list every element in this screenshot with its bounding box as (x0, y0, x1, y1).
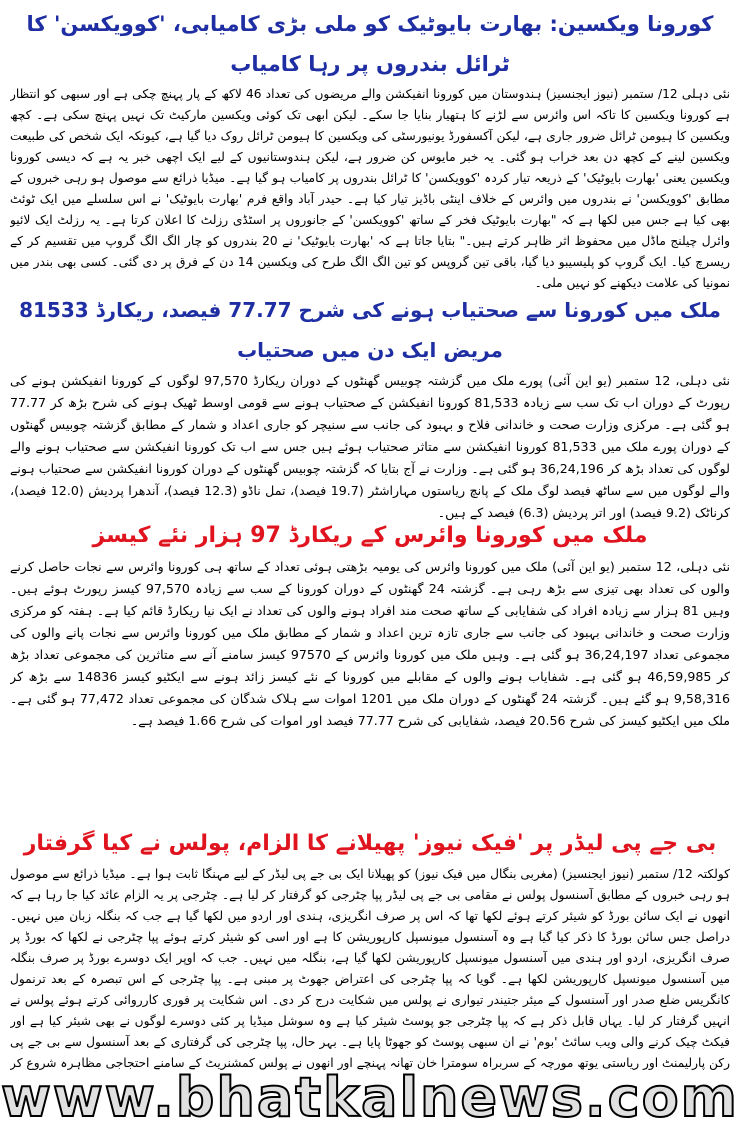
body-vaccine: نئی دہلی 12/ ستمبر (نیوز ایجنسیز) ہندوستان میں کورونا انفیکشن والے مریضوں کی تعداد 46 لاکھ کے پار پہنچ چکی ہے اور سبھی کو انتظار ہے کورونا ویکسین کا تاکہ اس وائرس سے لڑنے کا ہتھیار بنایا جا سکے۔ لیکن ابھی تک کوئی ویکسین مارکیٹ تک نہیں پہنچ سکی ہے۔ کچھ ویکسین کا ہیومن ٹرائل ضرور جاری ہے، لیکن آکسفورڈ یونیورسٹی کی ویکسین کا ہیومن ٹرائل روک دیا گیا ہے، کیونکہ ایک شخص کی طبیعت ویکسین لینے کے کچھ دن بعد خراب ہو گئی۔ یہ خبر مایوس کن ضرور ہے، لیکن ہندوستانیوں کے لیے ایک اچھی خبر یہ ہے کہ دیسی کورونا ویکسین یعنی 'بھارت بایوٹیک' کے ذریعہ تیار کردہ 'کوویکسن' کا ٹرائل بندروں پر کامیاب ہو گیا ہے۔ میڈیا ذرائع سے موصول ہو رہی خبروں کے مطابق 'کوویکسن' نے بندروں میں وائرس کے خلاف اینٹی باڈیز تیار کیا ہے۔ حیدر آباد واقع فرم 'بھارت بایوٹیک' نے اس سلسلے میں ایک ٹوئٹ بھی کیا ہے جس میں لکھا ہے کہ "بھارت بایوٹیک فخر کے ساتھ 'کوویکسن' کے جانوروں پر اسٹڈی رزلٹ کا اعلان کرتا ہے۔ یہ رزلٹ ایک لائیو وائرل چیلنج ماڈل میں محفوظ اثر ظاہر کرتے ہیں۔" بتایا جاتا ہے کہ 'بھارت بایوٹیک' نے 20 بندروں کو چار الگ الگ گروپ میں تقسیم کر کے ریسرچ کیا۔ ایک گروپ کو پلیسیبو دیا گیا، باقی تین گروپس کو تین الگ الگ طرح کی ویکسین 14 دن کے فرق پر دی گئی۔ کسی بھی بندر میں نمونیا کی علامت دیکھنے کو نہیں ملی۔ (10, 87, 730, 290)
headline-vaccine: کورونا ویکسین: بھارت بایوٹیک کو ملی بڑی کامیابی، 'کوویکسن' کا ٹرائل بندروں پر رہا کامیاب (26, 12, 714, 76)
headline-new-cases: ملک میں کورونا وائرس کے ریکارڈ 97 ہزار نئے کیسز (92, 523, 648, 548)
headline-bjp-leader: بی جے پی لیڈر پر 'فیک نیوز' پھیلانے کا الزام، پولس نے کیا گرفتار (23, 831, 717, 856)
article-new-cases (10, 516, 730, 782)
body-recovery: نئی دہلی، 12 ستمبر (یو این آئی) پورے ملک میں گزشتہ چوبیس گھنٹوں کے دوران ریکارڈ 97,570 لوگوں کے کورونا انفیکشن ہونے کی رپورٹ کے دوران اب تک سب سے زیادہ 81,533 کورونا انفیکشن کے صحتیاب ہونے سے قومی اوسط ٹھیک ہونے کی شرح بڑھ کر 77.77 ہو گئی ہے۔ مرکزی وزارت صحت و خاندانی فلاح و بہبود کی جانب سے سنیچر کو جاری اعداد و شمار کے مطابق گزشتہ چوبیس گھنٹوں کے دوران پورے ملک میں 81,533 کورونا انفیکشن سے متاثر صحتیاب ہوئے ہیں جس سے اب تک کورونا انفیکشن سے صحتیاب ہونے والے لوگوں کی تعداد بڑھ کر 36,24,196 ہو گئی ہے۔ وزارت نے آج بتایا کہ گزشتہ چوبیس گھنٹوں کے دوران کورونا انفیکشن سے صحتیاب ہونے والے لوگوں میں سے ساٹھ فیصد لوگ ملک کے پانچ ریاستوں مہاراشٹر (19.7 فیصد)، تمل ناڈو (12.3 فیصد)، آندھرا پردیش (12.0 فیصد)، کرناٹک (9.2 فیصد) اور اتر پردیش (6.3) فیصد کے ہیں۔ (10, 373, 730, 520)
body-new-cases: نئی دہلی، 12 ستمبر (یو این آئی) ملک میں کورونا وائرس کی یومیہ بڑھتی ہوئی تعداد کے ساتھ ہی کورونا وائرس سے نجات حاصل کرنے والوں کی تعداد بھی تیزی سے بڑھ رہی ہے۔ گزشتہ 24 گھنٹوں کے دوران کورونا کے سب سے زیادہ 97,570 کیسز رپورٹ ہوئے ہیں۔ وہیں 81 ہزار سے زیادہ افراد کی شفایابی کے ساتھ صحت مند افراد ہونے والوں کی تعداد نے ایک نیا ریکارڈ قائم کیا ہے۔ ہفتہ کو مرکزی وزارت صحت و خاندانی بہبود کی جانب سے جاری تازہ ترین اعداد و شمار کے مطابق ملک میں کورونا وائرس سے نجات پانے والوں کی مجموعی تعداد 36,24,197 ہو گئی ہے۔ وہیں ملک میں کورونا وائرس کے 97570 کیسز سامنے آنے سے متاثرین کی مجموعی تعداد بڑھ کر 46,59,985 ہو گئی ہے۔ شفایاب ہونے والوں کے مقابلے میں کورونا کے نئے کیسز زائد ہونے سے ایکٹیو کیسز 14836 سے بڑھ کر 9,58,316 ہو گئے ہیں۔ گزشتہ 24 گھنٹوں کے دوران ملک میں 1201 اموات سے ہلاک شدگان کی مجموعی تعداد 77,472 ہو گئی ہے۔ ملک میں ایکٹیو کیسز کی شرح 20.56 فیصد، شفایابی کی شرح 77.77 فیصد اور اموات کی شرح 1.66 فیصد ہے۔ (10, 559, 730, 728)
article-vaccine (10, 4, 730, 324)
article-bjp-leader (10, 824, 730, 1074)
body-bjp-leader: کولکتہ 12/ ستمبر (نیوز ایجنسیز) (مغربی بنگال میں فیک نیوز) کو پھیلانا ایک بی جے پی لیڈر کے لیے مہنگا ثابت ہوا ہے۔ میڈیا ذرائع سے موصول ہو رہی خبروں کے مطابق آسنسول پولس نے مقامی بی جے پی لیڈر پپا چٹرجی کو گرفتار کر لیا ہے۔ چٹرجی پر یہ الزام عائد کیا جا رہا ہے کہ انھوں نے ایک سائن بورڈ کو شیئر کرتے ہوئے لکھا تھا کہ اس پر صرف انگریزی، ہندی اور اردو میں لکھا گیا ہے جب کہ بنگلہ زبان میں نہیں۔ دراصل جس سائن بورڈ کا ذکر کیا گیا ہے وہ آسنسول میونسپل کارپوریشن کا ہے اور اسی کو شیئر کرتے ہوئے پپا چٹرجی نے لکھا کہ بورڈ پر صرف انگریزی، اردو اور ہندی میں آسنسول میونسپل کارپوریشن لکھا گیا ہے، بنگلہ میں نہیں۔ جب کہ اوپر ایک دوسرے بورڈ پر صرف بنگلہ میں آسنسول میونسپل کارپوریشن لکھا ہے۔ گویا کہ پپا چٹرجی کی اعتراض جھوٹ پر مبنی ہے۔ پپا چٹرجی کے اس تبصرہ کے بعد ترنمول کانگریس ضلع صدر اور آسنسول کے میئر جتیندر تیواری نے پولس میں شکایت درج کر دی۔ اس شکایت پر فوری کارروائی کرتے ہوئے پولس نے انہیں گرفتار کر لیا۔ یہاں قابل ذکر ہے کہ پپا چٹرجی جو پوسٹ شیئر کیا ہے وہ سوشل میڈیا پر کئی دوسرے لوگوں نے بھی شیئر کیا ہے اور فیکٹ چیک کرنے والی ویب سائٹ 'بوم' نے ان سبھی پوسٹ کو جھوٹا پایا ہے۔ بہر حال، پپا چٹرجی کی گرفتاری کے بعد آسنسول سے بی جے پی رکن پارلیمنٹ اور ریاستی یوتھ مورچہ کے سربراہ سومترا خان تھانہ پہنچے اور انھوں نے پولس کمشنریٹ کے سامنے احتجاجی مظاہرہ شروع کر (10, 867, 730, 1070)
site-watermark: www.bhatkalnews.com (1, 1066, 739, 1129)
headline-recovery: ملک میں کورونا سے صحتیاب ہونے کی شرح 77.77 فیصد، ریکارڈ 81533 مریض ایک دن میں صحتیاب (19, 298, 721, 362)
